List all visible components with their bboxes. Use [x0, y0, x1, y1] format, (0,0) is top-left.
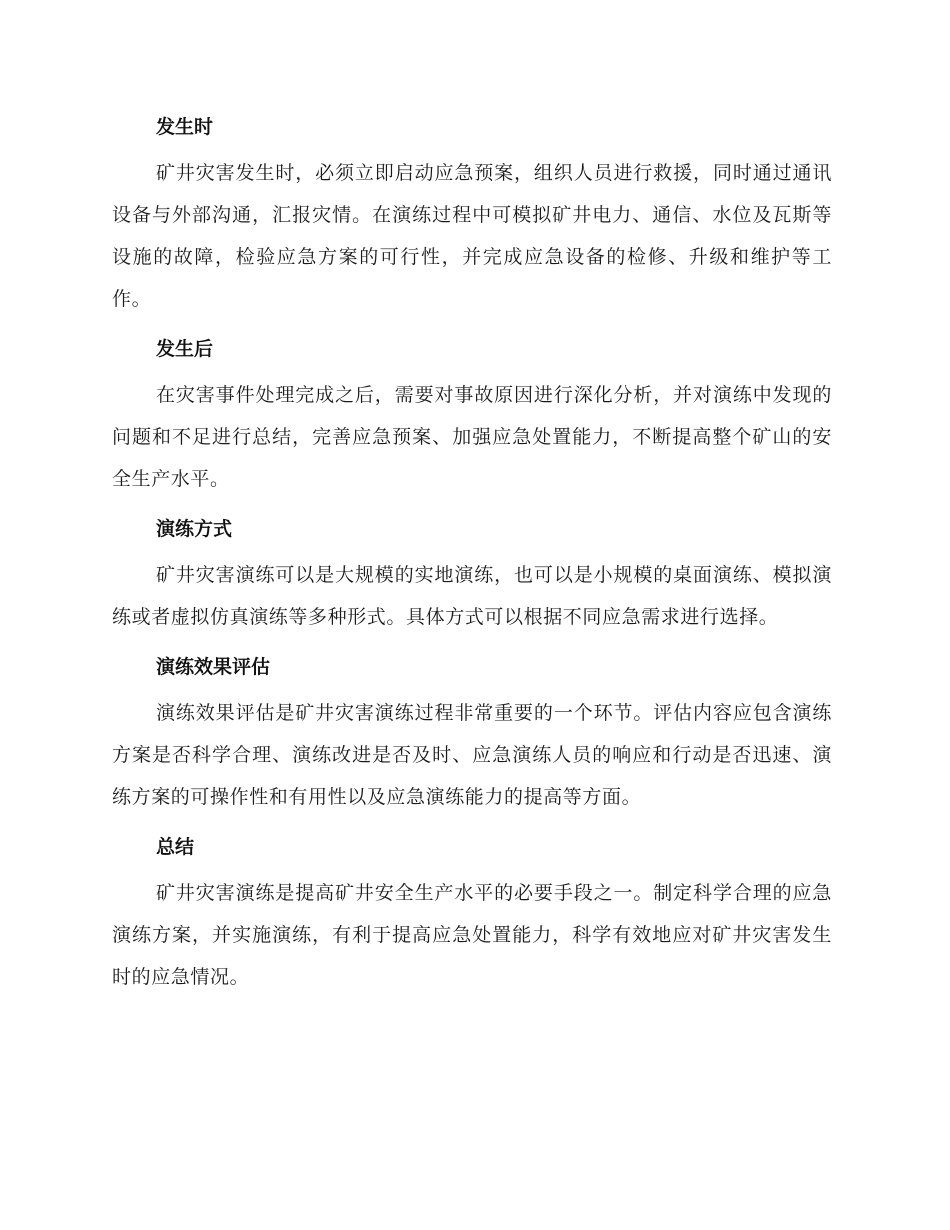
section-heading: 发生时 — [156, 116, 214, 138]
section-paragraph: 矿井灾害演练是提高矿井安全生产水平的必要手段之一。制定科学合理的应急演练方案，并实施演练，有利于提高应急处置能力，科学有效地应对矿井灾害发生时的应急情况。 — [112, 882, 832, 988]
document-body — [112, 108, 832, 1008]
section-paragraph: 演练效果评估是矿井灾害演练过程非常重要的一个环节。评估内容应包含演练方案是否科学合理、演练改进是否及时、应急演练人员的响应和行动是否迅速、演练方案的可操作性和有用性以及应急演练能力的提高等方面。 — [112, 702, 832, 808]
section-heading: 演练方式 — [156, 518, 233, 540]
section-drill-methods — [112, 510, 832, 638]
section-paragraph: 矿井灾害演练可以是大规模的实地演练，也可以是小规模的桌面演练、模拟演练或者虚拟仿真演练等多种形式。具体方式可以根据不同应急需求进行选择。 — [112, 564, 832, 628]
section-paragraph: 矿井灾害发生时，必须立即启动应急预案，组织人员进行救援，同时通过通讯设备与外部沟通，汇报灾情。在演练过程中可模拟矿井电力、通信、水位及瓦斯等设施的故障，检验应急方案的可行性，并完成应急设备的检修、升级和维护等工作。 — [112, 162, 832, 310]
section-paragraph: 在灾害事件处理完成之后，需要对事故原因进行深化分析，并对演练中发现的问题和不足进行总结，完善应急预案、加强应急处置能力，不断提高整个矿山的安全生产水平。 — [112, 384, 832, 490]
section-after-disaster — [112, 330, 832, 500]
section-heading: 演练效果评估 — [156, 656, 271, 678]
section-summary — [112, 828, 832, 998]
section-drill-evaluation — [112, 648, 832, 818]
section-heading: 总结 — [156, 836, 195, 858]
section-heading: 发生后 — [156, 338, 214, 360]
section-during-disaster — [112, 108, 832, 320]
